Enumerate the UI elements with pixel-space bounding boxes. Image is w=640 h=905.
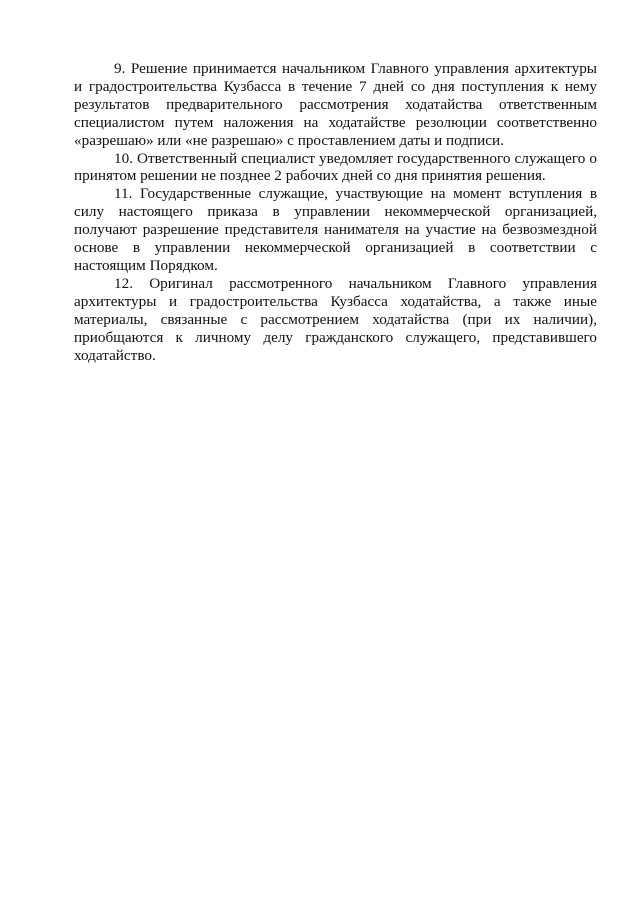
paragraph-11: 11. Государственные служащие, участвующие на момент вступления в силу настоящего приказа в управлении некоммерческой организацией, получают разрешение представителя нанимателя на участие на безвозмездной основе в управлении некоммерческой организацией в соответствии с настоящим Порядком. <box>74 185 597 274</box>
paragraph-10: 10. Ответственный специалист уведомляет государственного служащего о принятом решении не позднее 2 рабочих дней со дня принятия решения. <box>74 149 597 185</box>
paragraph-9: 9. Решение принимается начальником Главного управления архитектуры и градостроительства Кузбасса в течение 7 дней со дня поступления к нему результатов предварительного рассмотрения ходатайства ответственным специалистом путем наложения на ходатайстве резолюции соответственно «разрешаю» или «не разрешаю» с проставлением даты и подписи. <box>74 60 597 149</box>
paragraph-12: 12. Оригинал рассмотренного начальником Главного управления архитектуры и градостроительства Кузбасса ходатайства, а также иные материалы, связанные с рассмотрением ходатайства (при их наличии), приобщаются к личному делу гражданского служащего, представившего ходатайство. <box>74 274 597 364</box>
document-body <box>74 60 597 364</box>
